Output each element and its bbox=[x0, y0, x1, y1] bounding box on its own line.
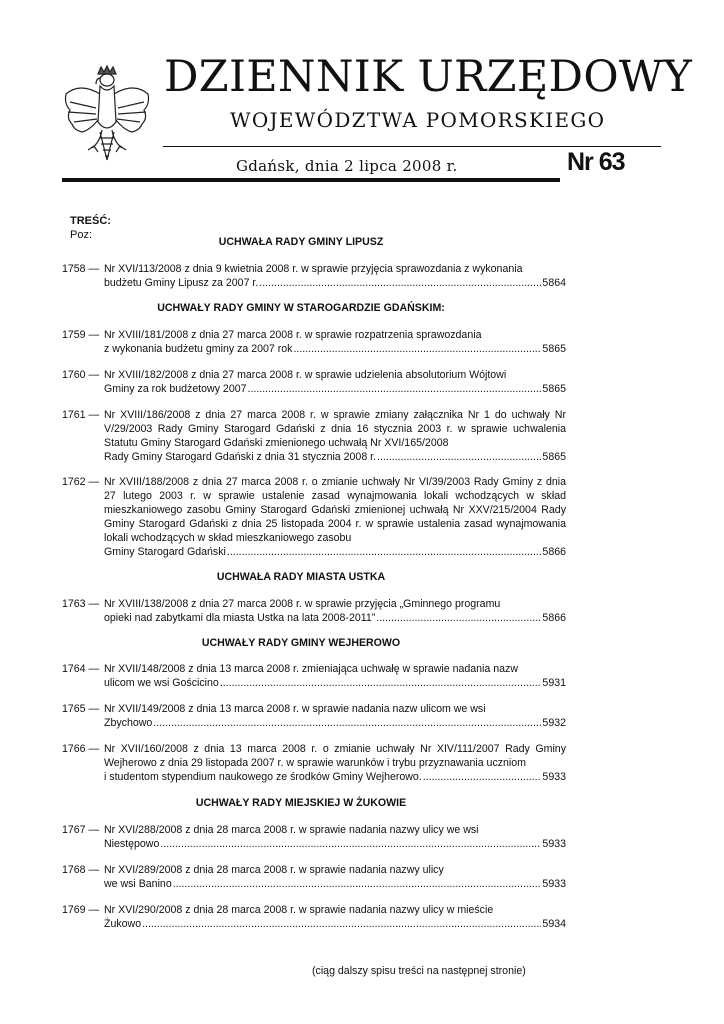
entry-number: 1764 — bbox=[62, 663, 100, 675]
continued-note: (ciąg dalszy spisu treści na następnej stronie) bbox=[312, 965, 526, 977]
entry-title: Nr XVII/160/2008 z dnia 13 marca 2008 r. o zmianie uchwały Nr XIV/111/2007 Rady Gminy Wejherowo z dnia 29 listopada 2007 r. w sprawie warunków i trybu przyznawania uczniom bbox=[104, 743, 566, 769]
toc-entry[interactable] bbox=[62, 863, 566, 891]
entry-title-end: Niestępowo bbox=[104, 838, 160, 850]
entry-title: Nr XVI/290/2008 z dnia 28 marca 2008 r. w sprawie nadania nazwy ulicy w mieście bbox=[104, 904, 494, 916]
journal-title: DZIENNIK URZĘDOWY bbox=[164, 52, 693, 102]
section-heading: UCHWAŁY RADY MIEJSKIEJ W ŻUKOWIE bbox=[195, 797, 407, 809]
toc-entry[interactable] bbox=[62, 662, 566, 690]
toc-entry[interactable] bbox=[62, 475, 566, 559]
entry-title: Nr XVI/113/2008 z dnia 9 kwietnia 2008 r. w sprawie przyjęcia sprawozdania z wykonania bbox=[104, 263, 523, 275]
entry-title-end: we wsi Banino bbox=[104, 878, 172, 890]
entry-title-end: z wykonania budżetu gminy za 2007 rok bbox=[104, 343, 293, 355]
dot-leader bbox=[173, 877, 542, 891]
entry-page: 5864 bbox=[542, 277, 566, 289]
entry-title-end: budżetu Gminy Lipusz za 2007 r. bbox=[104, 277, 259, 289]
entry-page: 5866 bbox=[542, 546, 566, 558]
toc-entry[interactable] bbox=[62, 408, 566, 464]
dot-leader bbox=[227, 545, 542, 559]
dot-leader bbox=[220, 676, 542, 690]
entry-number: 1765 — bbox=[62, 703, 100, 715]
place-and-date: Gdańsk, dnia 2 lipca 2008 r. bbox=[236, 157, 458, 175]
entry-number: 1762 — bbox=[62, 476, 100, 488]
entry-page: 5933 bbox=[542, 838, 566, 850]
entry-page: 5934 bbox=[542, 918, 566, 930]
section-heading: UCHWAŁA RADY GMINY LIPUSZ bbox=[218, 236, 384, 248]
toc-entry[interactable] bbox=[62, 328, 566, 356]
dot-leader bbox=[376, 611, 541, 625]
toc-heading: TREŚĆ: bbox=[70, 215, 111, 227]
section-heading: UCHWAŁY RADY GMINY W STAROGARDZIE GDAŃSKIM: bbox=[157, 302, 445, 314]
header-divider bbox=[163, 146, 661, 147]
dot-leader bbox=[153, 716, 541, 730]
entry-page: 5865 bbox=[542, 451, 566, 463]
entry-number: 1761 — bbox=[62, 409, 100, 421]
entry-title-end: i studentom stypendium naukowego ze środków Gminy Wejherowo. bbox=[104, 771, 422, 783]
entry-number: 1763 — bbox=[62, 598, 100, 610]
entry-page: 5933 bbox=[542, 771, 566, 783]
entry-page: 5931 bbox=[542, 677, 566, 689]
entry-title: Nr XVIII/138/2008 z dnia 27 marca 2008 r. w sprawie przyjęcia „Gminnego programu bbox=[104, 598, 501, 610]
entry-title-end: Rady Gminy Starogard Gdański z dnia 31 stycznia 2008 r. bbox=[104, 451, 377, 463]
entry-page: 5932 bbox=[542, 717, 566, 729]
dot-leader bbox=[142, 917, 541, 931]
dot-leader bbox=[293, 342, 541, 356]
entry-title: Nr XVII/148/2008 z dnia 13 marca 2008 r. zmieniająca uchwałę w sprawie nadania nazw bbox=[104, 663, 518, 675]
entry-number: 1769 — bbox=[62, 904, 100, 916]
entry-page: 5933 bbox=[542, 878, 566, 890]
toc-entry[interactable] bbox=[62, 742, 566, 784]
header-thick-divider bbox=[62, 178, 560, 182]
polish-eagle-emblem-icon bbox=[60, 64, 154, 168]
entry-number: 1758 — bbox=[62, 263, 100, 275]
entry-title: Nr XVI/288/2008 z dnia 28 marca 2008 r. w sprawie nadania nazwy ulicy we wsi bbox=[104, 824, 479, 836]
entry-number: 1768 — bbox=[62, 864, 100, 876]
dot-leader bbox=[423, 770, 542, 784]
entry-page: 5866 bbox=[542, 612, 566, 624]
entry-page: 5865 bbox=[542, 343, 566, 355]
journal-subtitle: WOJEWÓDZTWA POMORSKIEGO bbox=[230, 108, 606, 132]
toc-entry[interactable] bbox=[62, 823, 566, 851]
dot-leader bbox=[259, 276, 541, 290]
entry-number: 1767 — bbox=[62, 824, 100, 836]
entry-number: 1766 — bbox=[62, 743, 100, 755]
dot-leader bbox=[248, 382, 542, 396]
toc-position-label: Poz: bbox=[70, 229, 93, 241]
toc-entry[interactable] bbox=[62, 368, 566, 396]
section-heading: UCHWAŁA RADY MIASTA USTKA bbox=[216, 571, 386, 583]
section-heading: UCHWAŁY RADY GMINY WEJHEROWO bbox=[201, 637, 401, 649]
entry-title-end: ulicom we wsi Gościcino bbox=[104, 677, 219, 689]
entry-title: Nr XVIII/181/2008 z dnia 27 marca 2008 r. w sprawie rozpatrzenia sprawozdania bbox=[104, 329, 482, 341]
entry-title: Nr XVIII/188/2008 z dnia 27 marca 2008 r. o zmianie uchwały Nr VI/39/2003 Rady Gminy z dnia 27 lutego 2003 r. w sprawie ustalenie zasad wynajmowania lokali wchodzących w skład mieszkaniowego zasobu Gminy Starogard Gdański zmienionej uchwałą Nr XXV/215/2004 Rady Gminy Starogard Gdański z dnia 25 listopada 2004 r. w sprawie ustalenia zasad wynajmowania lokali wchodzących w skład mieszkaniowego zasobu bbox=[104, 476, 566, 544]
entry-title: Nr XVI/289/2008 z dnia 28 marca 2008 r. w sprawie nadania nazwy ulicy bbox=[104, 864, 444, 876]
toc-entry[interactable] bbox=[62, 262, 566, 290]
dot-leader bbox=[377, 450, 541, 464]
entry-title-end: opieki nad zabytkami dla miasta Ustka na lata 2008-2011” bbox=[104, 612, 376, 624]
entry-title: Nr XVIII/186/2008 z dnia 27 marca 2008 r. w sprawie zmiany załącznika Nr 1 do uchwały Nr V/29/2003 Rady Gminy Starogard Gdański z dnia 16 stycznia 2003 r. w sprawie uchwalenia Statutu Gminy Starogard Gdański zmienionego uchwałą Nr XVI/165/2008 bbox=[104, 409, 566, 449]
entry-title-end: Gminy za rok budżetowy 2007 bbox=[104, 383, 247, 395]
entry-number: 1760 — bbox=[62, 369, 100, 381]
entry-number: 1759 — bbox=[62, 329, 100, 341]
entry-title: Nr XVII/149/2008 z dnia 13 marca 2008 r. w sprawie nadania nazw ulicom we wsi bbox=[104, 703, 486, 715]
entry-title: Nr XVIII/182/2008 z dnia 27 marca 2008 r. w sprawie udzielenia absolutorium Wójtowi bbox=[104, 369, 507, 381]
toc-entry[interactable] bbox=[62, 702, 566, 730]
entry-title-end: Zbychowo bbox=[104, 717, 153, 729]
entry-page: 5865 bbox=[542, 383, 566, 395]
toc-entry[interactable] bbox=[62, 597, 566, 625]
toc-entry[interactable] bbox=[62, 903, 566, 931]
entry-title-end: Gminy Starogard Gdański bbox=[104, 546, 226, 558]
entry-title-end: Żukowo bbox=[104, 918, 142, 930]
issue-number: Nr 63 bbox=[567, 148, 625, 176]
dot-leader bbox=[160, 837, 541, 851]
